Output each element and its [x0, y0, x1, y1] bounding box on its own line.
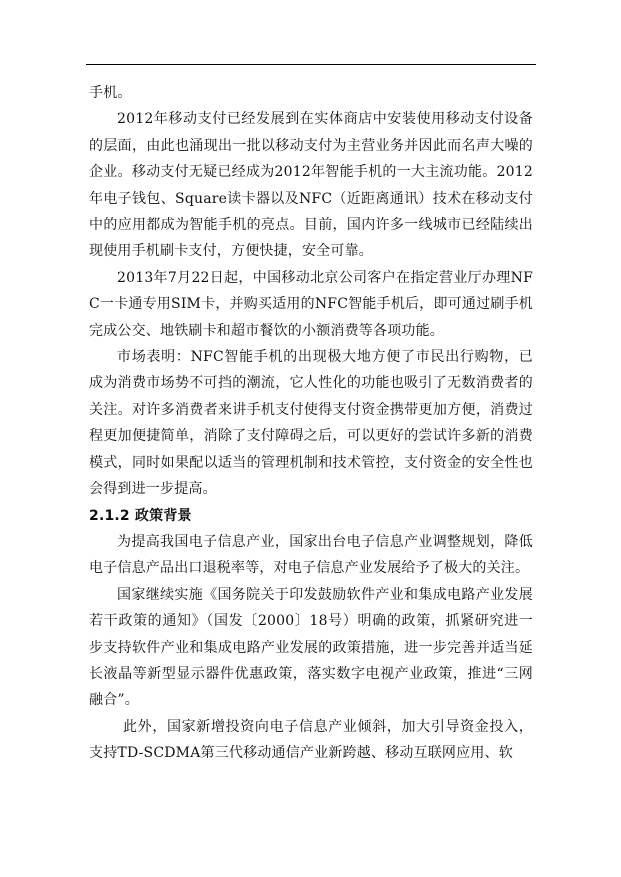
paragraph-mobile-payment-2012: 2012年移动支付已经发展到在实体商店中安装使用移动支付设备的层面，由此也涌现出一批以移动支付为主营业务并因此而名声大噪的企业。移动支付无疑已经成为2012年智能手机的一大主流功能。2012年电子钱包、Square读卡器以及NFC（近距离通讯）技术在移动支付中的应用都成为智能手机的亮点。目前，国内许多一线城市已经陆续出现使用手机刷卡支付，方便快捷，安全可靠。 — [89, 111, 533, 260]
paragraph-continuation: 手机。 — [89, 85, 132, 101]
page-content — [89, 80, 533, 767]
paragraph-new-investment: 此外，国家新增投资向电子信息产业倾斜，加大引导资金投入，支持TD-SCDMA第三代移动通信产业新跨越、移动互联网应用、软 — [89, 718, 533, 762]
header-rule — [86, 64, 536, 65]
paragraph-market-analysis: 市场表明：NFC智能手机的出现极大地方便了市民出行购物，已成为消费市场势不可挡的潮流，它人性化的功能也吸引了无数消费者的关注。对许多消费者来讲手机支付使得支付资金携带更加方便，消费过程更加便捷简单，消除了支付障碍之后，可以更好的尝试许多新的消费模式，同时如果配以适当的管理机制和技术管控，支付资金的安全性也会得到进一步提高。 — [89, 349, 533, 498]
section-heading-policy-background: 2.1.2 政策背景 — [89, 507, 192, 524]
paragraph-industry-plan: 为提高我国电子信息产业，国家出台电子信息产业调整规划，降低电子信息产品出口退税率等，对电子信息产业发展给予了极大的关注。 — [89, 533, 533, 577]
paragraph-state-council-policy: 国家继续实施《国务院关于印发鼓励软件产业和集成电路产业发展若干政策的通知》（国发〔2000〕18号）明确的政策，抓紧研究进一步支持软件产业和集成电路产业发展的政策措施，进一步完善并适当延长液晶等新型显示器件优惠政策，落实数字电视产业政策，推进“三网融合”。 — [89, 586, 533, 709]
paragraph-china-mobile-nfc: 2013年7月22日起，中国移动北京公司客户在指定营业厅办理NFC一卡通专用SIM卡，并购买适用的NFC智能手机后，即可通过刷手机完成公交、地铁刷卡和超市餐饮的小额消费等各项功能。 — [89, 269, 533, 339]
